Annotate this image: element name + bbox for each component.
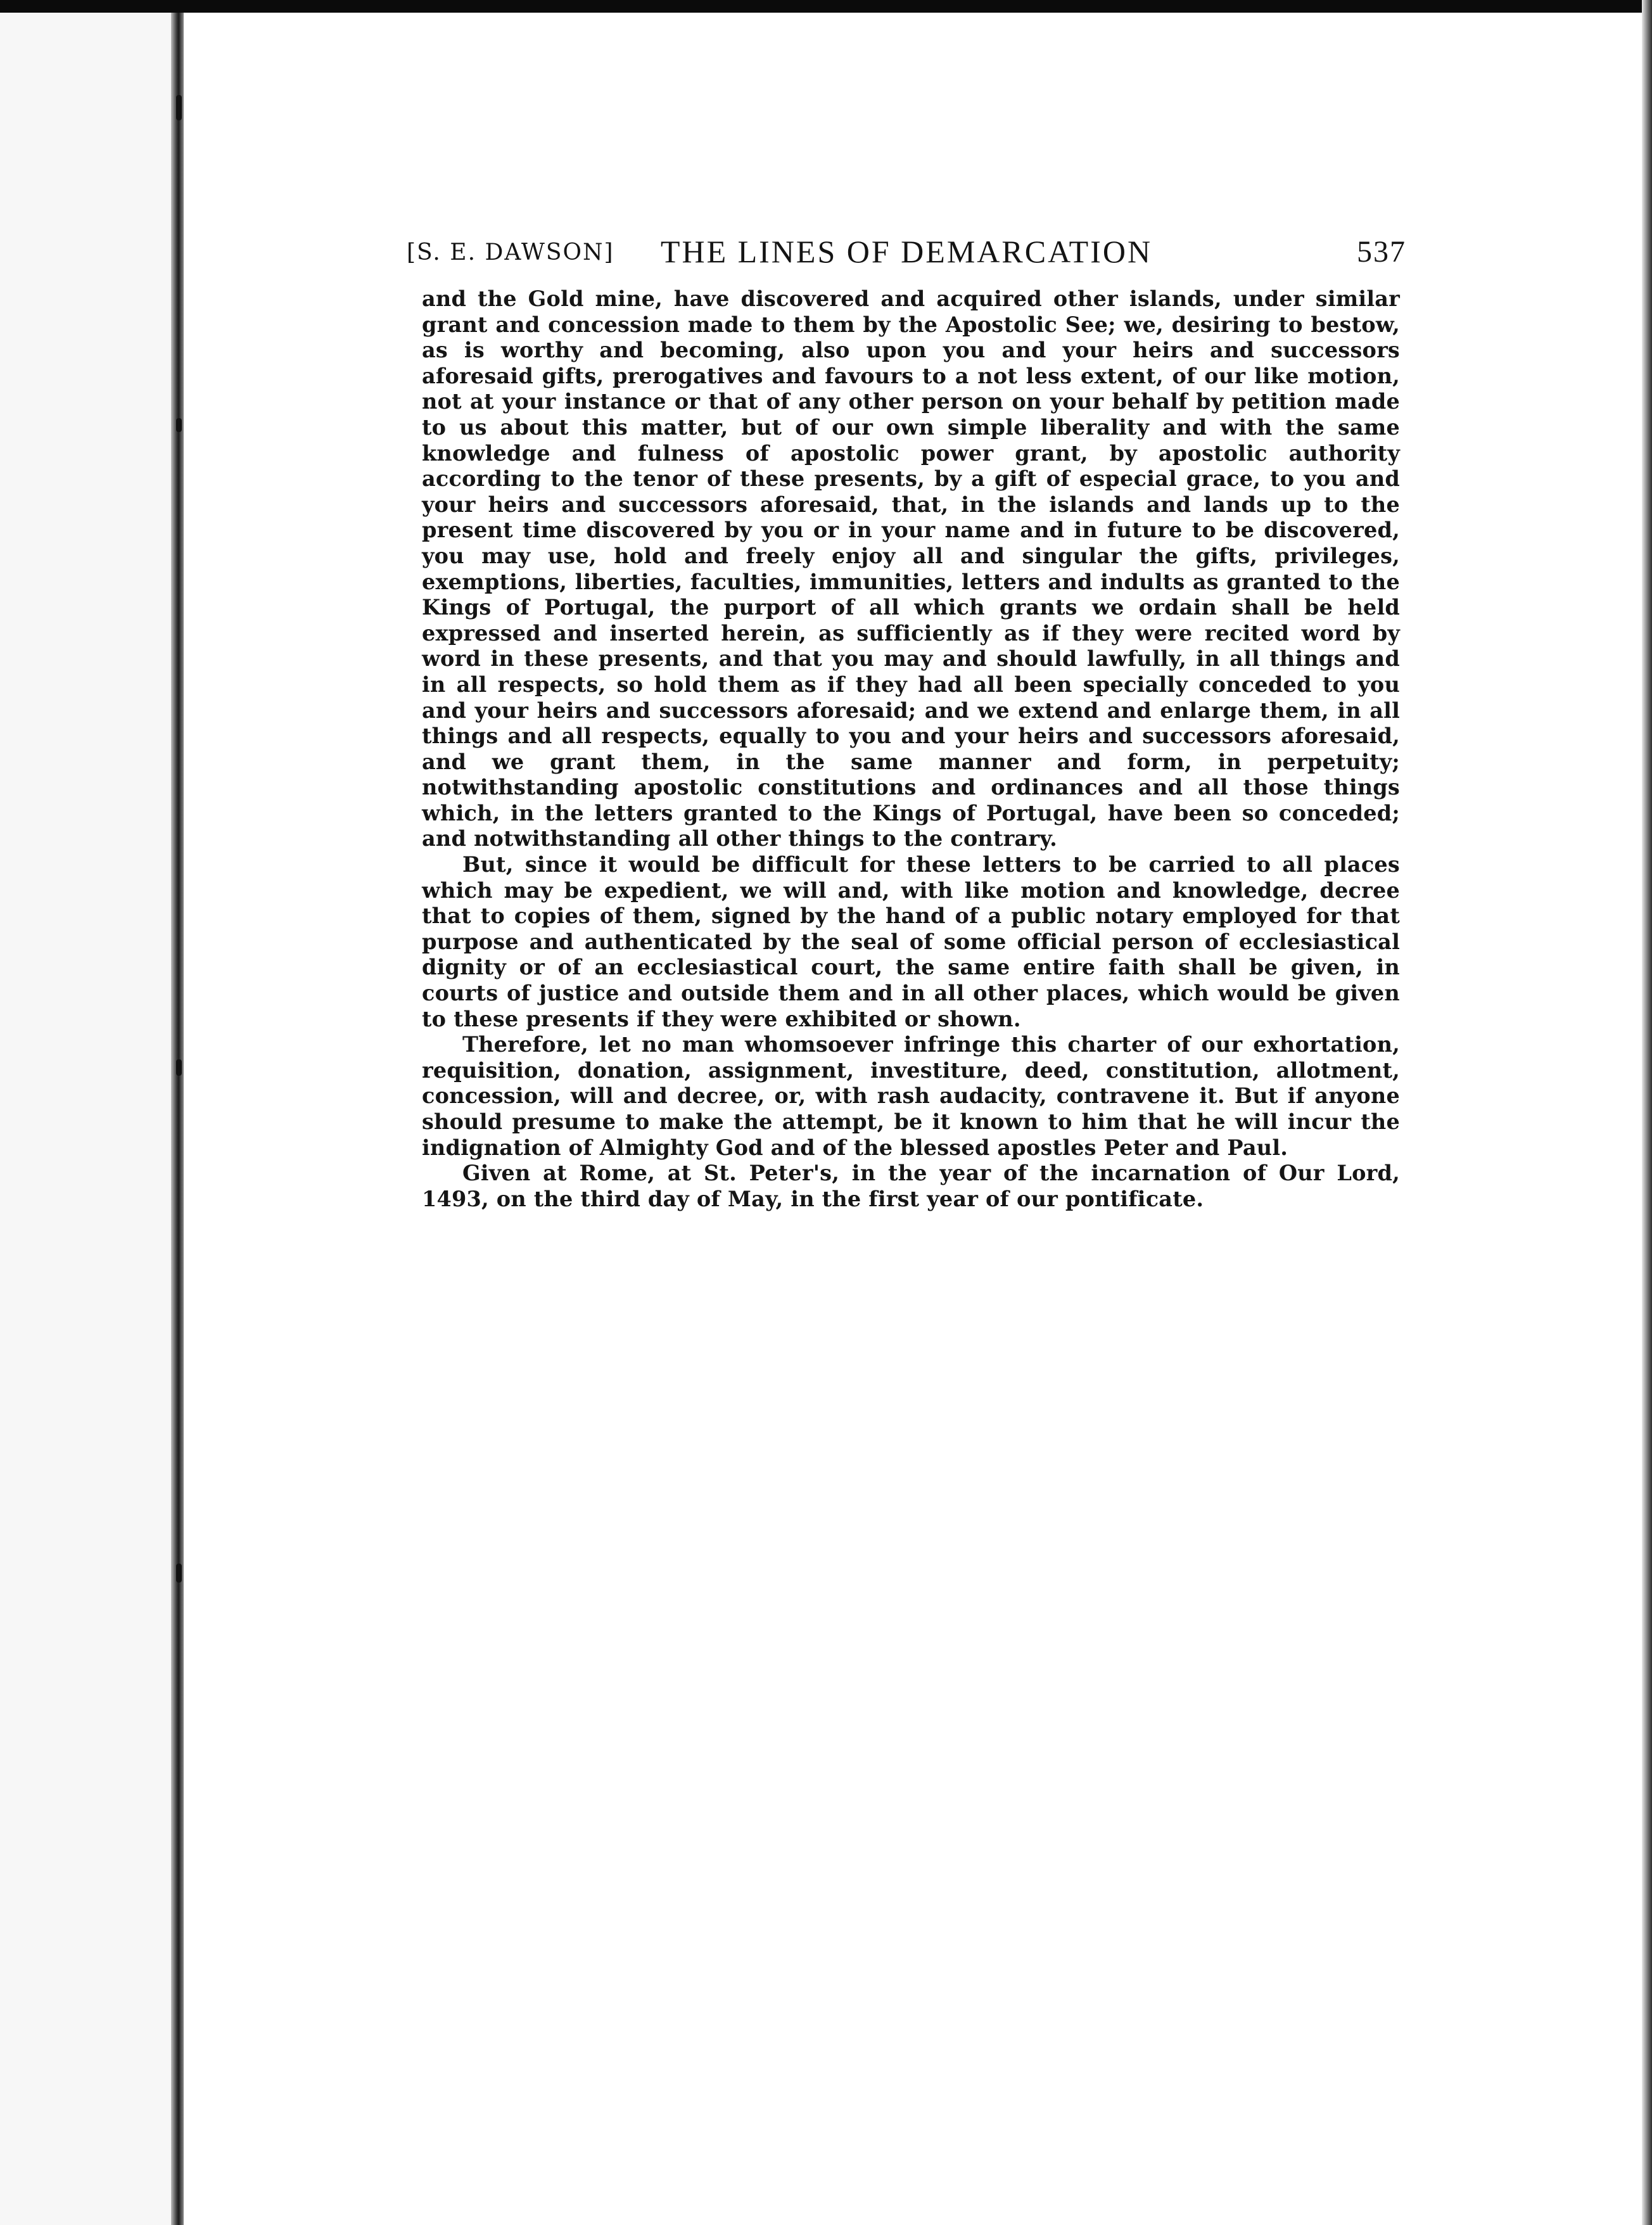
running-head-title: THE LINES OF DEMARCATION <box>660 234 1153 269</box>
paragraph: Therefore, let no man whomsoever infringe this charter of our exhortation, requisition, donation, assignment, investiture, deed, constitution, allotment, concession, will and decree, or, with rash audacity, contravene it. But if anyone should presume to make the attempt, be it known to him that he will incur the indignation of Almighty God and of the blessed apostles Peter and Paul. <box>422 1032 1400 1160</box>
spine-mark <box>176 1564 182 1583</box>
paragraph: and the Gold mine, have discovered and acquired other islands, under similar grant and concession made to them by the Apostolic See; we, desiring to bestow, as is worthy and becoming, also upon you and your heirs and successors aforesaid gifts, prerogatives and favours to a not less extent, of our like motion, not at your instance or that of any other person on your behalf by petition made to us about this matter, but of our own simple liberality and with the same knowledge and fulness of apostolic power grant, by apostolic authority according to the tenor of these presents, by a gift of especial grace, to you and your heirs and successors aforesaid, that, in the islands and lands up to the present time discovered by you or in your name and in future to be discovered, you may use, hold and freely enjoy all and singular the gifts, privileges, exemptions, liberties, faculties, immunities, letters and indults as granted to the Kings of Portugal, the purport of all which grants we ordain shall be held expressed and inserted herein, as sufficiently as if they were recited word by word in these presents, and that you may and should lawfully, in all things and in all respects, so hold them as if they had all been specially conceded to you and your heirs and successors aforesaid; and we extend and enlarge them, in all things and all respects, equally to you and your heirs and successors aforesaid, and we grant them, in the same manner and form, in perpetuity; notwithstanding apostolic constitutions and ordinances and all those things which, in the letters granted to the Kings of Portugal, have been so conceded; and notwithstanding all other things to the contrary. <box>422 286 1400 851</box>
scan-margin-left <box>0 0 177 2225</box>
spine-mark <box>176 418 182 432</box>
spine-mark <box>176 1059 182 1076</box>
scan-border-top <box>0 0 1652 13</box>
scan-border-right <box>1642 0 1652 2225</box>
running-head <box>407 233 1406 277</box>
paragraph: Given at Rome, at St. Peter's, in the year of the incarnation of Our Lord, 1493, on the third day of May, in the first year of our pontificate. <box>422 1161 1400 1211</box>
paragraph: But, since it would be difficult for these letters to be carried to all places which may be expedient, we will and, with like motion and knowledge, decree that to copies of them, signed by the hand of a public notary employed for that purpose and authenticated by the seal of some official person of ecclesiastical dignity or of an ecclesiastical court, the same entire faith shall be given, in courts of justice and outside them and in all other places, which would be given to these presents if they were exhibited or shown. <box>422 852 1400 1031</box>
book-spine-edge <box>171 0 184 2225</box>
running-head-author: [S. E. DAWSON] <box>407 239 614 265</box>
page-number: 537 <box>1357 235 1406 269</box>
body-text <box>422 286 1400 1212</box>
spine-mark <box>176 95 182 120</box>
